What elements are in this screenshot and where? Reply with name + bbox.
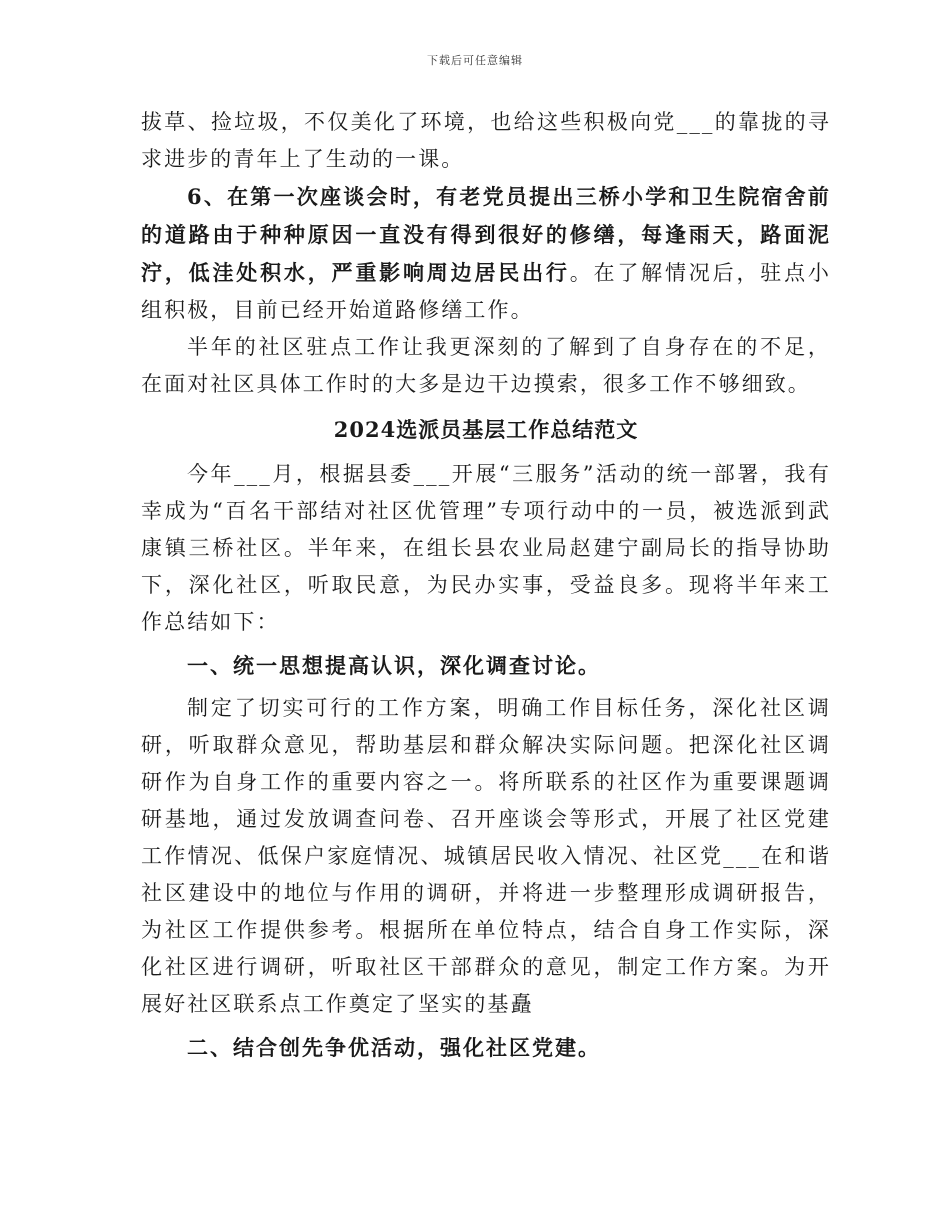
paragraph-section-1: 制定了切实可行的工作方案，明确工作目标任务，深化社区调研，听取群众意见，帮助基层和群众解决实际问题。把深化社区调研作为自身工作的重要内容之一。将所联系的社区作为重要课题调研基地，通过发放调查问卷、召开座谈会等形式，开展了社区党建工作情况、低保户家庭情况、城镇居民收入情况、社区党___在和谐社区建设中的地位与作用的调研，并将进一步整理形成调研报告，为社区工作提供参考。根据所在单位特点，结合自身工作实际，深化社区进行调研，听取社区干部群众的意见，制定工作方案。为开展好社区联系点工作奠定了坚实的基矗 [141, 696, 831, 1016]
paragraph-item-6-rest: 。在了解情况后，驻点小组积极，目前已经开始道路修缮工作。 [141, 261, 831, 322]
document-body [141, 104, 831, 1072]
page-header: 下载后可任意编辑 [427, 54, 523, 67]
paragraph-reflection: 半年的社区驻点工作让我更深刻的了解到了自身存在的不足，在面对社区具体工作时的大多是边干边摸索，很多工作不够细致。 [141, 335, 831, 396]
document-title: 2024选派员基层工作总结范文 [333, 417, 639, 442]
paragraph-intro: 今年___月，根据县委___开展“三服务”活动的统一部署，我有幸成为“百名干部结对社区优管理”专项行动中的一员，被选派到武康镇三桥社区。半年来，在组长县农业局赵建宁副局长的指导协助下，深化社区，听取民意，为民办实事，受益良多。现将半年来工作总结如下： [141, 462, 831, 634]
paragraph-continuation: 拔草、捡垃圾，不仅美化了环境，也给这些积极向党___的靠拢的寻求进步的青年上了生动的一课。 [141, 110, 831, 171]
paragraph-item-6-bold: 6、在第一次座谈会时，有老党员提出三桥小学和卫生院宿舍前的道路由于种种原因一直没有得到很好的修缮，每逢雨天，路面泥泞，低洼处积水，严重影响周边居民出行 [141, 184, 831, 285]
paragraph-item-6 [141, 178, 831, 329]
section-heading-1: 一、统一思想提高认识，深化调查讨论。 [187, 653, 601, 678]
section-heading-2: 二、结合创先争优活动，强化社区党建。 [187, 1035, 601, 1060]
